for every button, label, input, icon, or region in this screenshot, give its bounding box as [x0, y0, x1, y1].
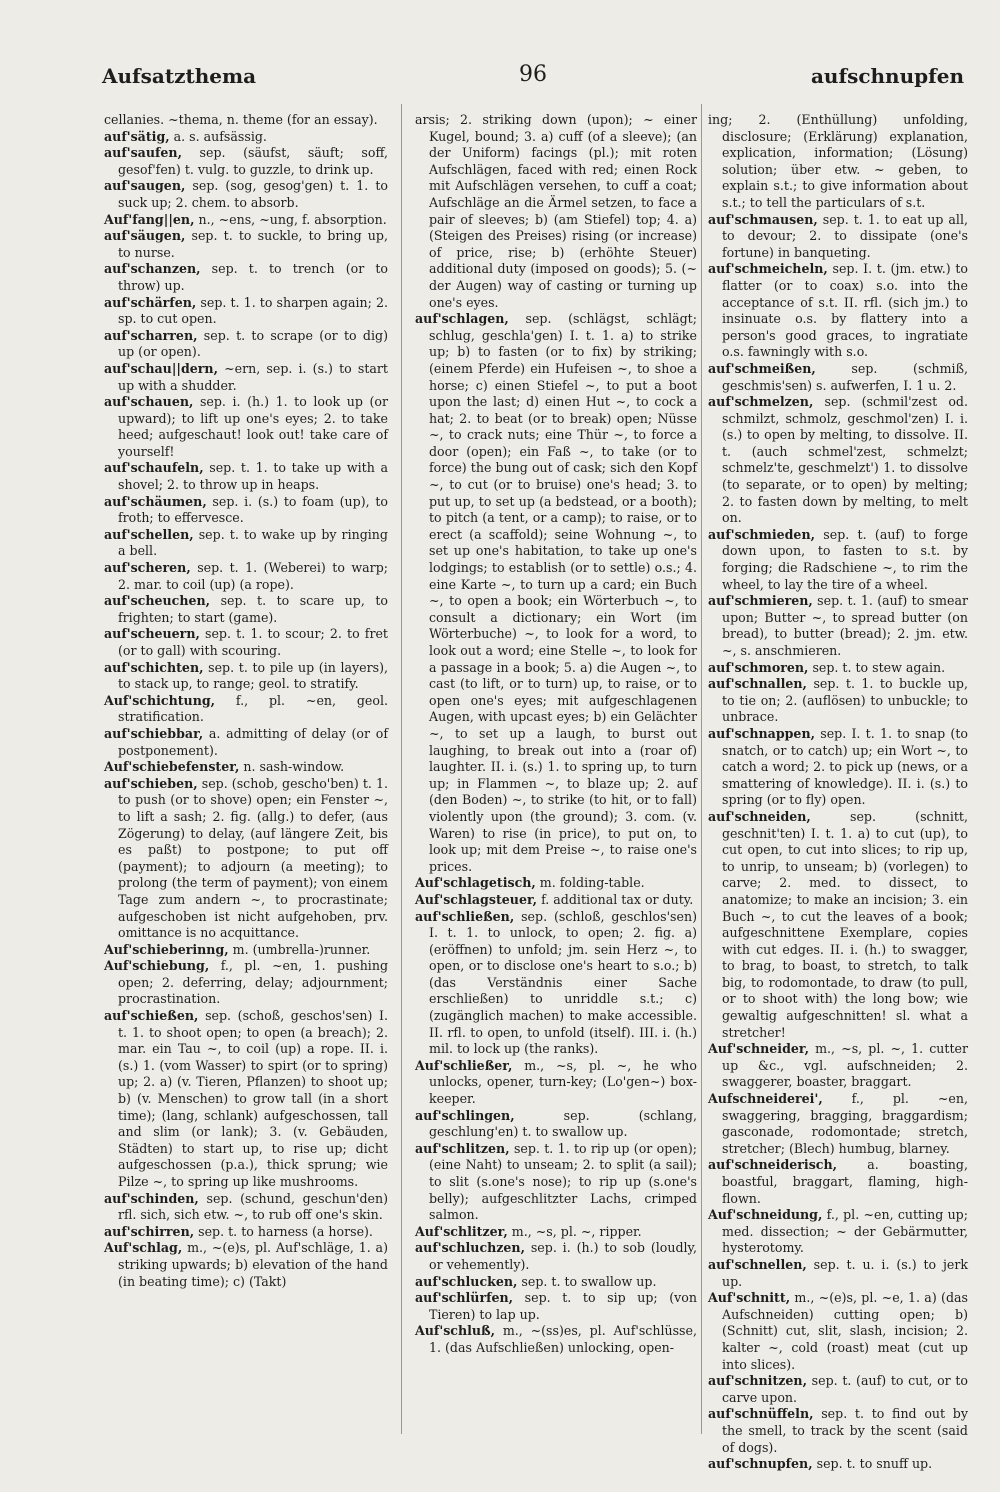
entry-headword: Auf'schlitzer,: [415, 1223, 508, 1239]
entry-headword: auf'schlingen,: [415, 1107, 515, 1123]
entry-headword: auf'schnallen,: [708, 676, 807, 692]
entry-definition: sep. (schmil'zest od. schmilzt, schmolz, geschmol'zen) I. i. (s.) to open by melting, to dissolve. II. t. (auch schmel'zest, schmelzt; schmelz'te, geschmelzt') 1. to dissolve (to separate, or to open) by melting; 2. to fasten down by melting, to melt on.: [722, 394, 968, 526]
entry-definition: a. s. aufsässig.: [173, 128, 267, 144]
entry-headword: auf'schaufeln,: [104, 460, 204, 476]
entry-definition: n. sash-window.: [243, 759, 345, 775]
entry-headword: Auf'fang||en,: [104, 211, 195, 227]
dictionary-entry: [415, 909, 697, 1058]
dictionary-entry: [708, 1207, 968, 1257]
entry-definition: sep. (schlang, geschlung'en) t. to swallow up.: [429, 1107, 697, 1140]
entry-definition: m., ~(e)s, pl. Auf'schläge, 1. a) striking upwards; b) elevation of the hand (in beating time); c) (Takt): [118, 1240, 388, 1289]
column-divider: [701, 104, 702, 1434]
entry-definition: sep. t. to suckle, to bring up, to nurse.: [118, 228, 388, 260]
entry-definition: sep. t. to pile up (in layers), to stack up, to range; geol. to stratify.: [118, 659, 388, 692]
entry-headword: auf'sätig,: [104, 128, 170, 144]
entry-definition: sep. (schund, geschun'den) rfl. sich, sich etw. ~, to rub off one's skin.: [118, 1190, 388, 1223]
dictionary-entry: [104, 776, 388, 942]
entry-definition: sep. I. t. (jm. etw.) to flatter (or to coax) s.o. into the acceptance of s.t. II. rfl. (sich jm.) to insinuate o.s. by flattery into a person's good graces, to ingratiate o.s. fawningly with s.o.: [722, 261, 968, 360]
entry-headword: auf'schau||dern,: [104, 360, 218, 376]
entry-headword: auf'schneiden,: [708, 808, 811, 824]
dictionary-entry: [104, 129, 388, 146]
entry-definition: n., ~ens, ~ung, f. absorption.: [198, 211, 387, 227]
entry-headword: Auf'schneidung,: [708, 1207, 823, 1223]
entry-headword: auf'schlucken,: [415, 1273, 518, 1289]
dictionary-entry: [104, 295, 388, 328]
dictionary-entry: [415, 1290, 697, 1323]
dictionary-entry: [708, 726, 968, 809]
entry-headword: Aufschneiderei',: [708, 1091, 823, 1107]
dictionary-entry: [708, 1257, 968, 1290]
dictionary-entry: [415, 875, 697, 892]
entry-headword: auf'schmoren,: [708, 659, 809, 675]
entry-headword: auf'schmeicheln,: [708, 261, 828, 277]
entry-headword: Auf'schluß,: [415, 1323, 496, 1339]
dictionary-entry: [708, 660, 968, 677]
entry-headword: auf'schießen,: [104, 1008, 199, 1024]
column-2: [415, 112, 697, 1442]
entry-definition: sep. (schob, gescho'ben) t. 1. to push (or to shove) open; ein Fenster ~, to lift a sash; 2. fig. (allg.) to defer, (aus Zögerung) to delay, (auf längere Zeit, bis es paßt) to postpone; to put off (payment); to adjourn (a meeting); to prolong (the term of payment); von einem Tage zum andern ~, to procrastinate; aufgeschoben ist nicht aufgehoben, prv. omittance is no acquittance.: [118, 775, 388, 941]
entry-definition: m., ~s, pl. ~, ripper.: [511, 1223, 642, 1239]
entry-headword: auf'schmeißen,: [708, 360, 816, 376]
dictionary-entry: [415, 1240, 697, 1273]
entry-headword: auf'schlitzen,: [415, 1140, 510, 1156]
entry-headword: auf'schichten,: [104, 659, 204, 675]
dictionary-entry: [415, 1224, 697, 1241]
entry-headword: auf'schmausen,: [708, 211, 818, 227]
entry-headword: auf'schnüffeln,: [708, 1406, 814, 1422]
entry-headword: auf'scheren,: [104, 560, 191, 576]
entry-headword: Auf'schichtung,: [104, 692, 216, 708]
entry-headword: auf'schmieden,: [708, 526, 815, 542]
entry-headword: auf'saufen,: [104, 145, 182, 161]
entry-definition: sep. (schloß, geschlos'sen) I. t. 1. to unlock, to open; 2. fig. a) (eröffnen) to unfold; jm. sein Herz ~, to open, or to disclose one's heart to s.o.; b) (das Verständnis einer Sache erschließen) to unriddle s.t.; c) (zugänglich machen) to make accessible. II. rfl. to open, to unfold (itself). III. i. (h.) mil. to lock up (the ranks).: [429, 908, 697, 1057]
column-3: [708, 112, 969, 1472]
column-divider: [401, 104, 402, 1434]
entry-headword: auf'säugen,: [104, 228, 186, 244]
dictionary-entry: [104, 228, 388, 261]
entry-definition: sep. t. to swallow up.: [521, 1273, 657, 1289]
entry-headword: auf'scheuchen,: [104, 593, 211, 609]
entry-definition: m., ~(e)s, pl. ~e, 1. a) (das Aufschneiden) cutting open; b) (Schnitt) cut, slit, slash, incision; 2. kalter ~, cold (roast) meat (cut up into slices).: [722, 1290, 968, 1372]
page-number: 96: [519, 62, 547, 87]
entry-definition: ing; 2. (Enthüllung) unfolding, disclosure; (Erklärung) explanation, explication, information; (Lösung) solution; über etw. ~ geben, to explain s.t.; to give information about s.t.; to tell the particulars of s.t.: [708, 112, 968, 210]
entry-definition: sep. t. (auf) to forge down upon, to fasten to s.t. by forging; die Radschiene ~, to rim the wheel, to lay the tire of a wheel.: [722, 526, 968, 592]
entry-headword: auf'schäumen,: [104, 493, 207, 509]
entry-headword: auf'scheuern,: [104, 626, 200, 642]
dictionary-entry: [104, 660, 388, 693]
dictionary-entry: [708, 394, 968, 527]
entry-definition: m., ~s, pl. ~, 1. cutter up &c., vgl. aufschneiden; 2. swaggerer, boaster, braggart.: [722, 1041, 968, 1090]
entry-headword: Auf'schnitt,: [708, 1290, 791, 1306]
entry-definition: sep. (schlägst, schlägt; schlug, geschla'gen) I. t. 1. a) to strike up; b) to fasten (or to fix) by striking; (einem Pferde) ein Hufeisen ~, to shoe a horse; c) einen Stiefel ~, to put a boot upon the last; d) einen Hut ~, to cock a hat; 2. to beat (or to break) open; Nüsse ~, to crack nuts; eine Thür ~, to force a door (open); ein Faß ~, to take (or to force) the bung out of cask; sich den Kopf ~, to cut (or to bruise) one's head; 3. to put up, to set up (a bedstead, or a booth); to pitch (a tent, or a camp); to raise, or to erect (a scaffold); seine Wohnung ~, to set up one's habitation, to take up one's lodgings; to establish (or to settle) o.s.; 4. eine Karte ~, to turn up a card; ein Buch ~, to open a book; ein Wörterbuch ~, to consult a dictionary; ein Wort (im Wörterbuche) ~, to look for a word, to look out a word; eine Stelle ~, to look for a passage in a book; 5. a) die Augen ~, to cast (to lift, or to turn) up, to raise, or to open one's eyes; mit aufgeschlagenen Augen, with upcast eyes; b) ein Gelächter ~, to set up a laugh, to burst out laughing, to break out into a (roar of) laughter. II. i. (s.) 1. to spring up, to turn up; in Flammen ~, to blaze up; 2. auf (den Boden) ~, to strike (to hit, or to fall) violently upon (the ground); 3. com. (v. Waren) to rise (in price), to put on, to look up; mit dem Preise ~, to raise one's prices.: [429, 311, 697, 874]
entry-headword: Auf'schiebefenster,: [104, 759, 240, 775]
dictionary-entry: [104, 394, 388, 460]
dictionary-entry: [104, 1240, 388, 1290]
entry-headword: auf'saugen,: [104, 178, 186, 194]
entry-definition: sep. I. t. 1. to snap (to snatch, or to catch) up; ein Wort ~, to catch a word; 2. to pick up (news, or a smattering of knowledge). II. i. (s.) to spring (or to fly) open.: [722, 725, 968, 808]
entry-headword: auf'schließen,: [415, 908, 515, 924]
entry-definition: f., pl. ~en, 1. pushing open; 2. deferring, delay; adjournment; procrastination.: [118, 958, 388, 1007]
dictionary-entry: [104, 759, 388, 776]
entry-definition: sep. t. to find out by the smell, to track by the scent (said of dogs).: [722, 1406, 968, 1455]
dictionary-entry: [104, 693, 388, 726]
entry-definition: cellanies. ~thema, n. theme (for an essay).: [104, 112, 378, 127]
entry-definition: f. additional tax or duty.: [541, 891, 694, 907]
column-1: [104, 112, 388, 1442]
dictionary-entry: [708, 1041, 968, 1091]
dictionary-entry: [708, 1157, 968, 1207]
entry-headword: auf'schnupfen,: [708, 1456, 813, 1472]
dictionary-entry: [104, 494, 388, 527]
entry-definition: sep. i. (h.) to sob (loudly, or vehemently).: [429, 1240, 697, 1272]
entry-headword: auf'schnellen,: [708, 1256, 807, 1272]
entry-headword: auf'schluchzen,: [415, 1240, 525, 1256]
entry-definition: sep. t. to snuff up.: [816, 1456, 933, 1472]
dictionary-entry: [104, 626, 388, 659]
entry-definition: f., pl. ~en, swaggering, bragging, braggardism; gasconade, rodomontade; stretch, stretcher; (Blech) humbug, blarney.: [722, 1091, 968, 1156]
entry-headword: Auf'schiebung,: [104, 958, 210, 974]
entry-definition: sep. t. (auf) to cut, or to carve upon.: [722, 1373, 968, 1405]
dictionary-entry: [708, 212, 968, 262]
entry-definition: m. folding-table.: [539, 875, 645, 891]
entry-definition: sep. i. (h.) 1. to look up (or upward); to lift up one's eyes; 2. to take heed; aufgeschaut! look out! take care of yourself!: [118, 394, 388, 459]
entry-headword: auf'schauen,: [104, 394, 194, 410]
dictionary-entry: [708, 1290, 968, 1373]
entry-headword: auf'schlürfen,: [415, 1290, 514, 1306]
entry-headword: auf'schmelzen,: [708, 394, 814, 410]
entry-definition: sep. t. to trench (or to throw) up.: [118, 261, 388, 293]
entry-definition: a. boasting, boastful, braggart, flaming, high-flown.: [722, 1157, 968, 1206]
dictionary-entry: [708, 112, 968, 212]
dictionary-entry: [104, 328, 388, 361]
dictionary-entry: [415, 1323, 697, 1356]
dictionary-entry: [104, 145, 388, 178]
entry-definition: sep. t. 1. (auf) to smear upon; Butter ~, to spread butter (on bread), to butter (bread); 2. jm. etw. ~, s. anschmieren.: [722, 593, 968, 658]
dictionary-entry: [104, 460, 388, 493]
entry-definition: sep. t. 1. to sharpen again; 2. sp. to cut open.: [118, 294, 388, 327]
dictionary-entry: [104, 112, 388, 129]
dictionary-entry: [104, 593, 388, 626]
entry-definition: sep. t. 1. to buckle up, to tie on; 2. (auflösen) to unbuckle; to unbrace.: [722, 676, 969, 725]
entry-definition: f., pl. ~en, cutting up; med. dissection; ~ der Gebärmutter, hysterotomy.: [722, 1207, 968, 1256]
entry-definition: ~ern, sep. i. (s.) to start up with a shudder.: [118, 360, 388, 393]
entry-definition: arsis; 2. striking down (upon); ~ einer Kugel, bound; 3. a) cuff (of a sleeve); (an der Uniform) facings (pl.); mit roten Aufschlägen, faced with red; einen Rock mit Aufschlägen versehen, to cuff a coat; Aufschläge an die Ärmel setzen, to face a pair of sleeves; b) (am Stiefel) top; 4. a) (Steigen des Preises) rising (or increase) of price, rise; b) (erhöhte Steuer) additional duty (imposed on goods); 5. (~ der Augen) way of casting or turning up one's eyes.: [415, 112, 697, 310]
header-last-entry: aufschnupfen: [810, 64, 964, 88]
entry-headword: Auf'schlag,: [104, 1240, 183, 1256]
entry-definition: m., ~(ss)es, pl. Auf'schlüsse, 1. (das Aufschließen) unlocking, open-: [429, 1323, 697, 1355]
entry-headword: Auf'schieberinng,: [104, 941, 229, 957]
entry-definition: sep. (sog, gesog'gen) t. 1. to suck up; 2. chem. to absorb.: [118, 178, 388, 210]
dictionary-entry: [104, 1008, 388, 1191]
entry-definition: sep. t. 1. to scour; 2. to fret (or to gall) with scouring.: [118, 626, 388, 658]
dictionary-entry: [708, 809, 968, 1041]
entry-headword: auf'scharren,: [104, 327, 198, 343]
entry-definition: sep. t. 1. to eat up all, to devour; 2. to dissipate (one's fortune) in banqueting.: [722, 211, 968, 260]
dictionary-entry: [104, 958, 388, 1008]
dictionary-entry: [104, 361, 388, 394]
entry-headword: Auf'schließer,: [415, 1057, 513, 1073]
entry-definition: m., ~s, pl. ~, he who unlocks, opener, turn-key; (Lo'gen~) box-keeper.: [429, 1057, 697, 1107]
entry-definition: sep. t. to sip up; (von Tieren) to lap up.: [429, 1290, 697, 1322]
dictionary-entry: [708, 593, 968, 659]
entry-definition: f., pl. ~en, geol. stratification.: [118, 692, 388, 725]
entry-definition: sep. t. to scare up, to frighten; to start (game).: [118, 593, 388, 625]
entry-definition: sep. (schoß, geschos'sen) I. t. 1. to shoot open; to open (a breach); 2. mar. ein Tau ~, to coil (up) a rope. II. i. (s.) 1. (vom Wasser) to spirt (or to spring) up; 2. a) (v. Tieren, Pflanzen) to shoot up; b) (v. Menschen) to grow tall (in a short time); (lang, schlank) aufgeschossen, tall and slim (or lank); 3. (v. Gebäuden, Städten) to start up, to rise up; dicht aufgeschossen (p.a.), thick sprung; wie Pilze ~, to spring up like mushrooms.: [118, 1008, 388, 1189]
dictionary-entry: [415, 1274, 697, 1291]
entry-definition: sep. t. to harness (a horse).: [198, 1223, 373, 1239]
dictionary-entry: [415, 1108, 697, 1141]
entry-headword: auf'schirren,: [104, 1223, 195, 1239]
entry-headword: auf'schellen,: [104, 526, 194, 542]
dictionary-entry: [708, 1373, 968, 1406]
entry-definition: sep. t. 1. to rip up (or open); (eine Naht) to unseam; 2. to split (a sail); to slit (s.one's nose); to rip up (s.one's belly); aufgeschlitzter Lachs, crimped salmon.: [429, 1140, 697, 1223]
header-first-entry: Aufsatzthema: [102, 64, 257, 88]
dictionary-entry: [415, 1141, 697, 1224]
dictionary-entry: [708, 261, 968, 361]
entry-headword: auf'schnappen,: [708, 725, 815, 741]
entry-headword: auf'schlagen,: [415, 311, 509, 327]
entry-headword: auf'schieben,: [104, 775, 198, 791]
dictionary-entry: [708, 676, 968, 726]
entry-headword: auf'schanzen,: [104, 261, 201, 277]
entry-headword: auf'schnitzen,: [708, 1373, 807, 1389]
entry-headword: auf'schmieren,: [708, 593, 813, 609]
dictionary-entry: [708, 527, 968, 593]
page-header: [102, 64, 964, 98]
entry-definition: sep. t. 1. (Weberei) to warp; 2. mar. to coil (up) (a rope).: [118, 560, 388, 592]
entry-headword: auf'schärfen,: [104, 294, 197, 310]
entry-headword: Auf'schlagetisch,: [415, 875, 536, 891]
entry-definition: sep. (schmiß, geschmis'sen) s. aufwerfen, I. 1 u. 2.: [722, 360, 968, 393]
dictionary-entry: [104, 1224, 388, 1241]
dictionary-entry: [415, 311, 697, 875]
dictionary-entry: [104, 527, 388, 560]
entry-definition: sep. t. 1. to take up with a shovel; 2. to throw up in heaps.: [118, 460, 388, 493]
entry-definition: sep. t. u. i. (s.) to jerk up.: [722, 1256, 968, 1289]
dictionary-entry: [708, 1456, 968, 1473]
entry-definition: sep. i. (s.) to foam (up), to froth; to effervesce.: [118, 493, 388, 526]
dictionary-entry: [708, 1406, 968, 1456]
dictionary-entry: [415, 892, 697, 909]
dictionary-entry: [415, 1058, 697, 1108]
entry-headword: Auf'schlagsteuer,: [415, 891, 538, 907]
dictionary-entry: [708, 1091, 968, 1157]
entry-headword: Auf'schneider,: [708, 1041, 809, 1057]
entry-definition: sep. (säufst, säuft; soff, gesof'fen) t. vulg. to guzzle, to drink up.: [118, 145, 388, 177]
dictionary-entry: [708, 361, 968, 394]
dictionary-entry: [104, 560, 388, 593]
dictionary-entry: [104, 178, 388, 211]
entry-headword: auf'schinden,: [104, 1190, 199, 1206]
dictionary-entry: [104, 942, 388, 959]
entry-definition: a. admitting of delay (or of postponement).: [118, 725, 388, 758]
dictionary-entry: [415, 112, 697, 311]
dictionary-entry: [104, 1191, 388, 1224]
entry-definition: sep. t. to scrape (or to dig) up (or open).: [118, 327, 388, 360]
entry-headword: auf'schiebbar,: [104, 725, 204, 741]
entry-definition: sep. t. to stew again.: [812, 659, 946, 675]
entry-definition: m. (umbrella-)runner.: [232, 941, 371, 957]
entry-definition: sep. t. to wake up by ringing a bell.: [118, 526, 388, 559]
entry-definition: sep. (schnitt, geschnit'ten) I. t. 1. a) to cut (up), to cut open, to cut into slices; to rip up, to unrip, to unseam; b) (vorlegen) to carve; 2. med. to dissect, to anatomize; to make an incision; 3. ein Buch ~, to cut the leaves of a book; aufgeschnittene Exemplare, copies with cut edges. II. i. (h.) to swagger, to brag, to boast, to stretch, to talk big, to rodomontade, to draw (to pull, or to shoot with) the long bow; wie gewaltig aufgeschnitten! sl. what a stretcher!: [722, 808, 968, 1040]
dictionary-entry: [104, 726, 388, 759]
dictionary-entry: [104, 261, 388, 294]
entry-headword: auf'schneiderisch,: [708, 1157, 837, 1173]
dictionary-entry: [104, 212, 388, 229]
